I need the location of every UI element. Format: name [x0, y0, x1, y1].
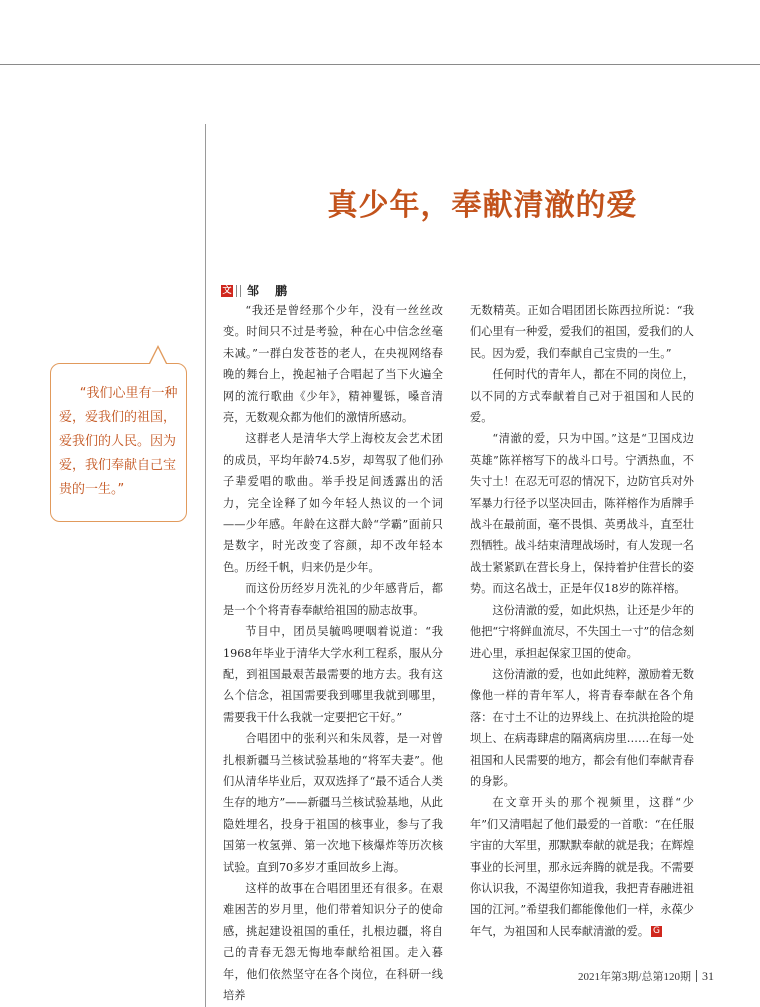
page-number: 31	[702, 968, 714, 983]
paragraph-last-text: 在文章开头的那个视频里，这群“少年”们又清唱起了他们最爱的一首歌：“在任服宇宙的大军里，那默默奉献的就是我；在辉煌事业的长河里，那永远奔腾的就是我。不需要你认识我，不渴望你知道我，我把青春融进祖国的江河。”希望我们都能像他们一样，永葆少年气，为祖国和人民奉献清澈的爱。	[470, 796, 695, 938]
paragraph: 这样的故事在合唱团里还有很多。在艰难困苦的岁月里，他们带着知识分子的使命感，挑起建设祖国的重任，扎根边疆，将自己的青春无怨无悔地奉献给祖国。走入暮年，他们依然坚守在各个岗位，在科研一线培养	[223, 881, 443, 1002]
paragraph: 这份清澈的爱，如此炽热，让还是少年的他把“宁将鲜血流尽，不失国土一寸”的信念刻进心里，承担起保家卫国的使命。	[470, 603, 695, 660]
paragraph: 任何时代的青年人，都在不同的岗位上，以不同的方式奉献着自己对于祖国和人民的爱。	[470, 368, 694, 425]
paragraph: 节目中，团员吴毓鸣哽咽着说道：“我1968年毕业于清华大学水利工程系，服从分配，到祖国最艰苦最需要的地方去。我有这么个信念，祖国需要我到哪里我就到哪里，需要我干什么我就一定要把它干好。”	[223, 625, 443, 724]
article-column-left	[223, 300, 443, 1006]
paragraph: “清澈的爱，只为中国。”这是“卫国戍边英雄”陈祥榕写下的战斗口号。宁洒热血，不失寸土！在忍无可忍的情况下，边防官兵对外军暴力行径予以坚决回击，陈祥榕作为盾牌手战斗在最前面，毫不畏惧、英勇战斗，直至壮烈牺牲。战斗结束清理战场时，有人发现一名战士紧紧趴在营长身上，保持着护住营长的姿势。而这名战士，正是年仅18岁的陈祥榕。	[470, 432, 694, 596]
footer-separator	[696, 970, 697, 982]
paragraph: “我还是曾经那个少年，没有一丝丝改变。时间只不过是考验，种在心中信念丝毫未减。”一群白发苍苍的老人，在央视网络春晚的舞台上，挽起袖子合唱起了当下火遍全网的流行歌曲《少年》，精神矍铄，嗓音清亮，无数观众都为他们的激情所感动。	[223, 304, 443, 425]
issue-info: 2021年第3期/总第120期	[577, 971, 691, 983]
byline	[221, 282, 293, 299]
paragraph-last	[470, 792, 694, 942]
paragraph: 合唱团中的张利兴和朱凤蓉，是一对曾扎根新疆马兰核试验基地的“将军夫妻”。他们从清华毕业后，双双选择了“最不适合人类生存的地方”——新疆马兰核试验基地，从此隐姓埋名，投身于祖国的核事业，参与了我国第一枚氢弹、第一次地下核爆炸等历次核试验。直到70多岁才重回故乡上海。	[223, 732, 443, 874]
paragraph: 而这份历经岁月洗礼的少年感背后，都是一个个将青春奉献给祖国的励志故事。	[223, 582, 443, 617]
byline-mark: 文	[222, 285, 232, 296]
article-title: 真少年，奉献清澈的爱	[327, 188, 638, 223]
paragraph-continued: 无数精英。正如合唱团团长陈西拉所说：“我们心里有一种爱，爱我们的祖国，爱我们的人民。因为爱，我们奉献自己宝贵的一生。”	[470, 304, 694, 360]
pull-quote-text: “我们心里有一种爱，爱我们的祖国，爱我们的人民。因为爱，我们奉献自己宝贵的一生。”	[59, 386, 178, 497]
article-column-right	[470, 300, 694, 942]
column-divider-line	[205, 124, 206, 1007]
paragraph: 这群老人是清华大学上海校友会艺术团的成员，平均年龄74.5岁，却驾驭了他们孙子辈爱唱的歌曲。举手投足间透露出的活力，完全诠释了如今年轻人热议的一个词——少年感。年龄在这群大龄“学霸”面前只是数字，时光改变了容颜，却不改年轻本色。历经千帆，归来仍是少年。	[223, 432, 443, 574]
header-rule	[0, 64, 760, 65]
page-footer	[578, 968, 714, 984]
quote-bubble-tail-fill	[150, 348, 166, 364]
paragraph: 这份清澈的爱，也如此纯粹，激励着无数像他一样的青年军人，将青春奉献在各个角落：在寸土不让的边界线上、在抗洪抢险的堤坝上、在病毒肆虐的隔离病房里……在每一处祖国和人民需要的地方，都会有他们奉献青春的身影。	[470, 667, 694, 788]
pull-quote-box	[50, 363, 187, 522]
end-mark-icon: G	[651, 926, 662, 937]
author-name: 邹 鹏	[247, 284, 294, 298]
byline-divider-icon	[236, 285, 241, 297]
